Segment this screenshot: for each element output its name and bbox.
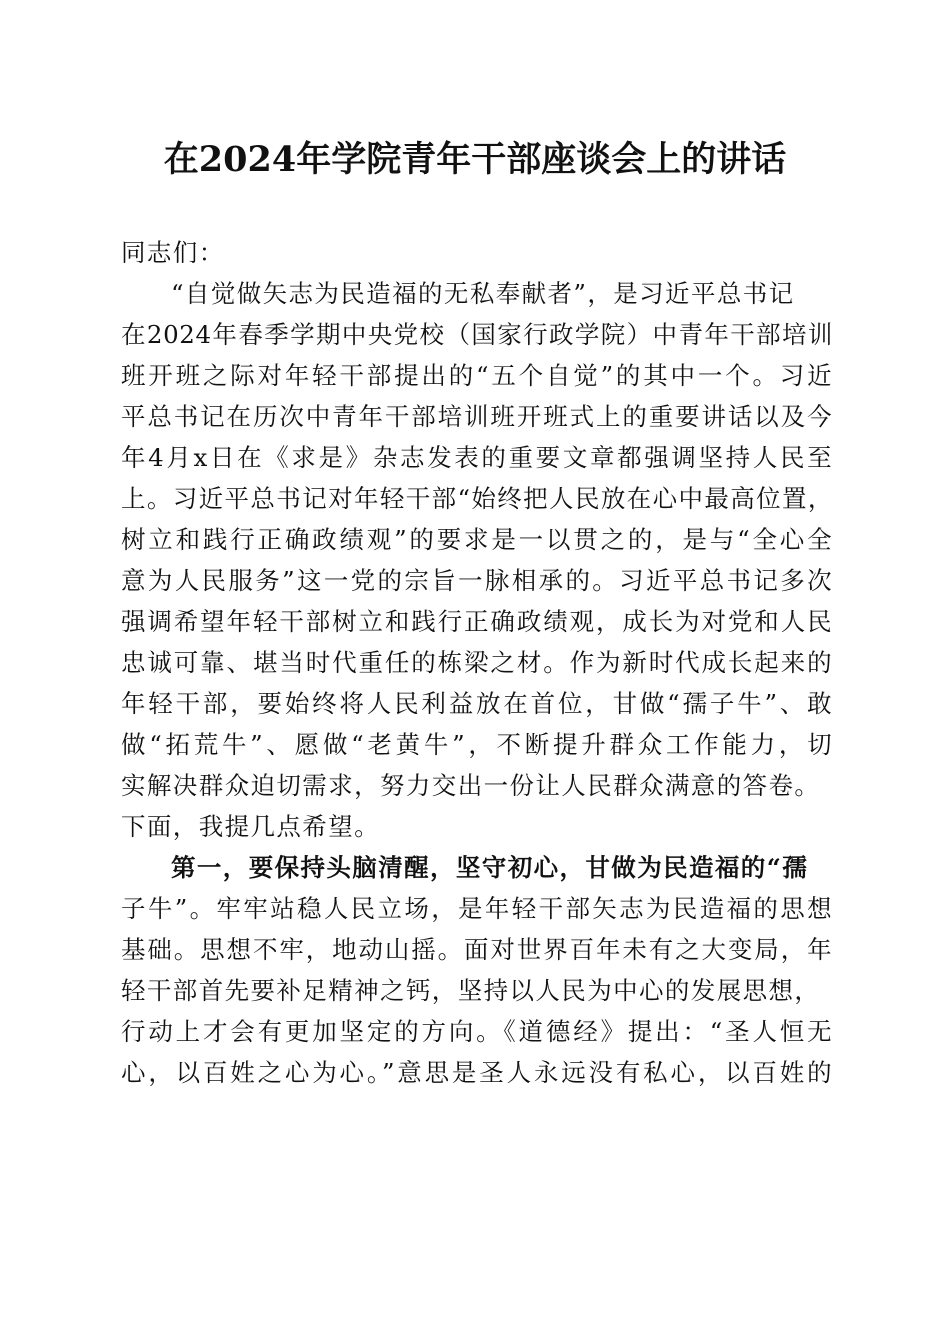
text-line: 年轻干部，要始终将人民利益放在首位，甘做“孺子牛”、敢 xyxy=(121,689,833,718)
document-body xyxy=(121,232,833,1093)
text-line: 树立和践行正确政绩观”的要求是一以贯之的，是与“全心全 xyxy=(121,525,833,554)
text-line: 年4月x日在《求是》杂志发表的重要文章都强调坚持人民至 xyxy=(121,443,833,472)
text-line: 行动上才会有更加坚定的方向。《道德经》提出：“圣人恒无 xyxy=(121,1017,833,1046)
text-line: 做“拓荒牛”、愿做“老黄牛”，不断提升群众工作能力，切 xyxy=(121,730,833,759)
document-title: 在2024年学院青年干部座谈会上的讲话 xyxy=(163,139,787,180)
text-line: 轻干部首先要补足精神之钙，坚持以人民为中心的发展思想， xyxy=(121,976,821,1005)
text-line: 子牛”。牢牢站稳人民立场，是年轻干部矢志为民造福的思想 xyxy=(121,894,833,923)
text-line: 在2024年春季学期中央党校（国家行政学院）中青年干部培训 xyxy=(121,320,833,349)
text-line: 意为人民服务”这一党的宗旨一脉相承的。习近平总书记多次 xyxy=(121,566,833,595)
section-heading-line: 第一，要保持头脑清醒，坚守初心，甘做为民造福的“孺 xyxy=(171,853,809,882)
text-line: 心，以百姓之心为心。”意思是圣人永远没有私心，以百姓的 xyxy=(121,1058,833,1087)
text-line: “自觉做矢志为民造福的无私奉献者”，是习近平总书记 xyxy=(171,279,795,308)
text-line: 强调希望年轻干部树立和践行正确政绩观，成长为对党和人民 xyxy=(121,607,833,636)
text-line: 下面，我提几点希望。 xyxy=(121,812,380,841)
salutation: 同志们： xyxy=(121,238,225,267)
text-line: 忠诚可靠、堪当时代重任的栋梁之材。作为新时代成长起来的 xyxy=(121,648,833,677)
text-line: 基础。思想不牢，地动山摇。面对世界百年未有之大变局，年 xyxy=(121,935,833,964)
text-line: 实解决群众迫切需求，努力交出一份让人民群众满意的答卷。 xyxy=(121,771,821,800)
text-line: 上。习近平总书记对年轻干部“始终把人民放在心中最高位置， xyxy=(121,484,833,513)
text-line: 平总书记在历次中青年干部培训班开班式上的重要讲话以及今 xyxy=(121,402,833,431)
text-line: 班开班之际对年轻干部提出的“五个自觉”的其中一个。习近 xyxy=(121,361,833,390)
